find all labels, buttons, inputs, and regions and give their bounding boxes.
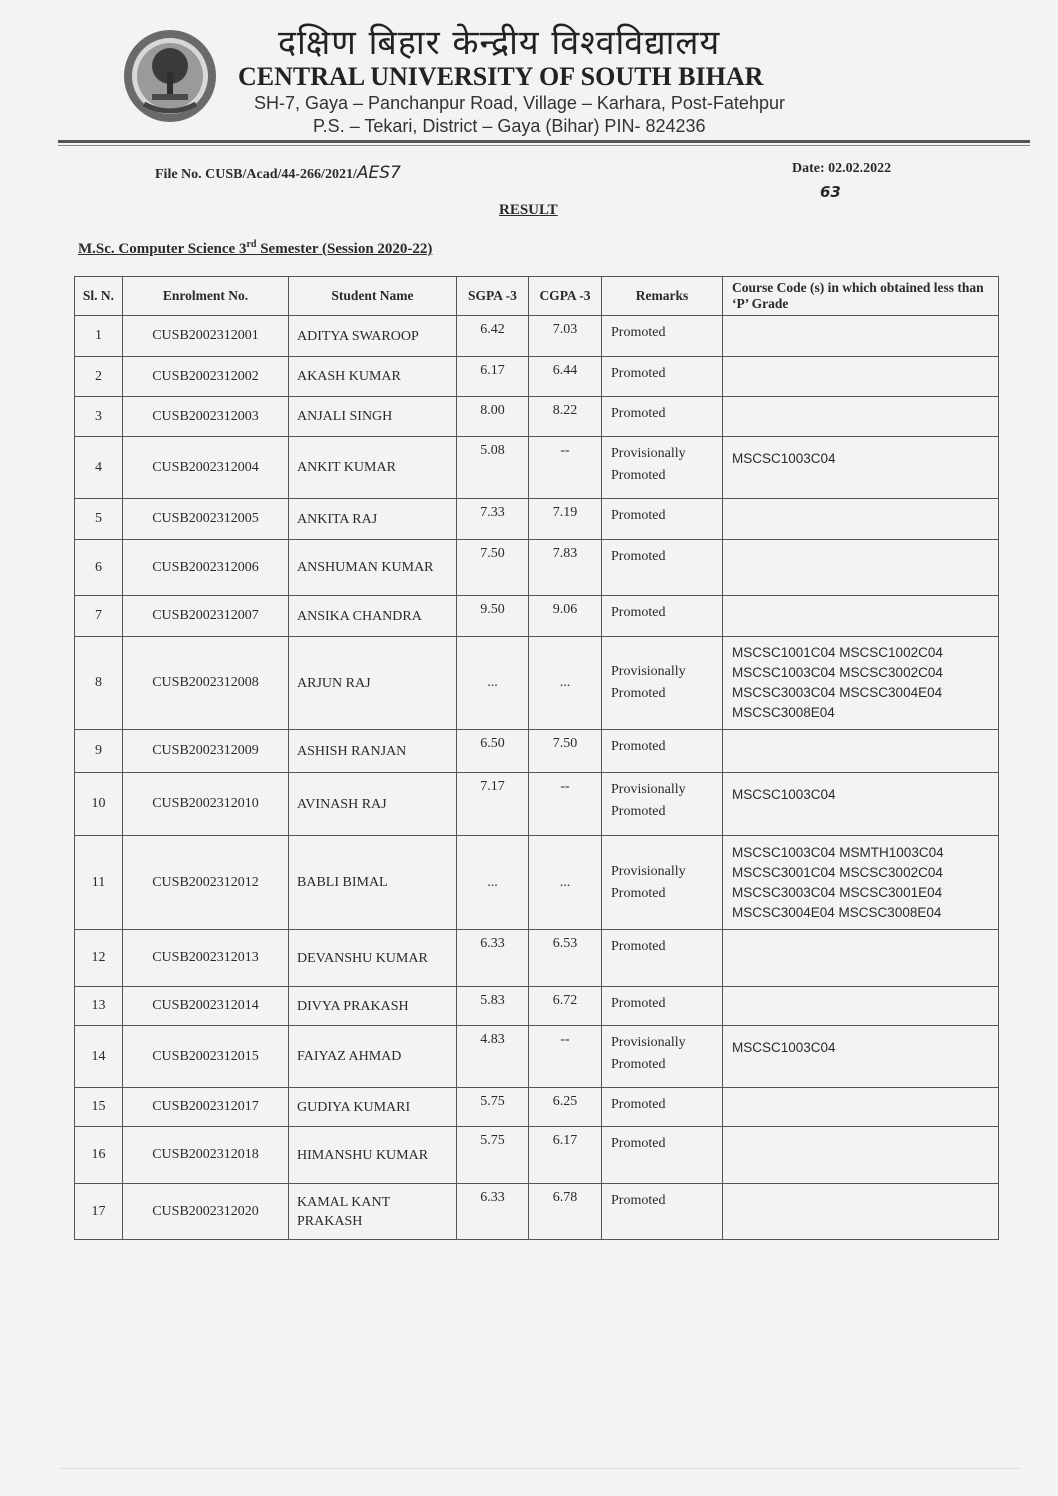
table-row (75, 357, 999, 397)
sgpa-cell: ... (457, 637, 529, 730)
course-codes-cell (723, 987, 999, 1026)
enrolment-cell: CUSB2002312007 (123, 596, 289, 637)
remarks-line: Provisionally (611, 782, 686, 797)
table-row (75, 773, 999, 836)
cgpa-cell: 9.06 (529, 596, 602, 637)
sl-cell: 10 (75, 773, 123, 836)
remarks-cell: Promoted (602, 316, 723, 357)
remarks-line: Provisionally (611, 1035, 686, 1050)
course-code-line: MSCSC3003C04 MSCSC3001E04 (732, 884, 943, 900)
course-codes-cell (723, 1127, 999, 1184)
remarks-cell: Promoted (602, 1127, 723, 1184)
course-codes-cell (723, 1184, 999, 1240)
remarks-cell: Promoted (602, 930, 723, 987)
sl-cell: 5 (75, 499, 123, 540)
table-row (75, 930, 999, 987)
sgpa-cell: ... (457, 836, 529, 930)
cgpa-cell: 7.19 (529, 499, 602, 540)
table-row (75, 1184, 999, 1240)
enrolment-cell: CUSB2002312013 (123, 930, 289, 987)
cgpa-cell: -- (529, 773, 602, 836)
enrolment-cell: CUSB2002312004 (123, 437, 289, 499)
remarks-cell: Promoted (602, 540, 723, 596)
remarks-line: Promoted (611, 1057, 666, 1072)
col-header-sl: Sl. N. (75, 277, 123, 316)
sgpa-cell: 6.33 (457, 930, 529, 987)
sgpa-cell: 4.83 (457, 1026, 529, 1088)
cgpa-cell: 8.22 (529, 397, 602, 437)
student-name-cell: ANSIKA CHANDRA (289, 596, 457, 637)
col-header-remarks: Remarks (602, 277, 723, 316)
table-row (75, 730, 999, 773)
cgpa-cell: 6.53 (529, 930, 602, 987)
university-name-english: CENTRAL UNIVERSITY OF SOUTH BIHAR (238, 62, 764, 91)
remarks-cell: Promoted (602, 499, 723, 540)
course-codes-cell (723, 397, 999, 437)
remarks-cell (602, 773, 723, 836)
course-codes-cell: MSCSC1003C04 (723, 437, 999, 499)
sl-cell: 13 (75, 987, 123, 1026)
enrolment-cell: CUSB2002312001 (123, 316, 289, 357)
table-row (75, 836, 999, 930)
course-codes-cell (723, 316, 999, 357)
remarks-cell: Promoted (602, 397, 723, 437)
result-table (74, 276, 999, 1240)
cgpa-cell: 6.17 (529, 1127, 602, 1184)
table-row (75, 1026, 999, 1088)
course-code-line: MSCSC3003C04 MSCSC3004E04 (732, 685, 943, 700)
heading-text-rest: Semester (Session 2020-22) (256, 241, 433, 257)
sgpa-cell: 5.83 (457, 987, 529, 1026)
table-row (75, 637, 999, 730)
header-rule-thin (58, 145, 1030, 146)
enrolment-cell: CUSB2002312015 (123, 1026, 289, 1088)
sgpa-cell: 7.17 (457, 773, 529, 836)
course-codes-cell (723, 930, 999, 987)
result-title: RESULT (499, 202, 558, 218)
student-name-cell: DIVYA PRAKASH (289, 987, 457, 1026)
course-code-line: MSCSC3008E04 (732, 705, 835, 720)
sgpa-cell: 5.08 (457, 437, 529, 499)
cgpa-cell: 6.44 (529, 357, 602, 397)
sgpa-cell: 8.00 (457, 397, 529, 437)
course-code-line: MSCSC3004E04 MSCSC3008E04 (732, 904, 942, 920)
remarks-cell: Promoted (602, 1184, 723, 1240)
remarks-cell: Promoted (602, 596, 723, 637)
result-table-body (75, 316, 999, 1240)
sl-cell: 12 (75, 930, 123, 987)
course-codes-cell (723, 637, 999, 730)
table-row (75, 316, 999, 357)
file-number (155, 163, 401, 183)
sl-cell: 6 (75, 540, 123, 596)
sl-cell: 9 (75, 730, 123, 773)
remarks-cell: Promoted (602, 987, 723, 1026)
programme-heading (78, 239, 432, 258)
sl-cell: 16 (75, 1127, 123, 1184)
university-logo-icon (122, 28, 218, 124)
cgpa-cell: 7.50 (529, 730, 602, 773)
cgpa-cell: 6.72 (529, 987, 602, 1026)
sgpa-cell: 6.50 (457, 730, 529, 773)
sl-cell: 3 (75, 397, 123, 437)
cgpa-cell: 7.03 (529, 316, 602, 357)
enrolment-cell: CUSB2002312014 (123, 987, 289, 1026)
university-name-hindi: दक्षिण बिहार केन्द्रीय विश्वविद्यालय (278, 23, 721, 63)
file-number-printed: File No. CUSB/Acad/44-266/2021/ (155, 167, 357, 182)
table-header-row (75, 277, 999, 316)
course-codes-cell (723, 836, 999, 930)
remarks-cell: Promoted (602, 1088, 723, 1127)
remarks-cell (602, 1026, 723, 1088)
student-name-cell: AKASH KUMAR (289, 357, 457, 397)
sl-cell: 14 (75, 1026, 123, 1088)
student-name-cell: DEVANSHU KUMAR (289, 930, 457, 987)
enrolment-cell: CUSB2002312010 (123, 773, 289, 836)
course-codes-cell: MSCSC1003C04 (723, 1026, 999, 1088)
enrolment-cell: CUSB2002312017 (123, 1088, 289, 1127)
cgpa-cell: -- (529, 1026, 602, 1088)
course-codes-cell: MSCSC1003C04 (723, 773, 999, 836)
table-row (75, 1088, 999, 1127)
student-name-cell: KAMAL KANT PRAKASH (289, 1184, 457, 1240)
student-name-cell: FAIYAZ AHMAD (289, 1026, 457, 1088)
student-name-cell: ANSHUMAN KUMAR (289, 540, 457, 596)
address-line-1: SH-7, Gaya – Panchanpur Road, Village – Karhara, Post-Fatehpur (254, 93, 785, 113)
header-rule (58, 140, 1030, 143)
course-codes-cell (723, 730, 999, 773)
course-code-line: MSCSC1003C04 MSMTH1003C04 (732, 844, 944, 860)
remarks-line: Promoted (611, 885, 666, 901)
enrolment-cell: CUSB2002312008 (123, 637, 289, 730)
sgpa-cell: 6.42 (457, 316, 529, 357)
enrolment-cell: CUSB2002312012 (123, 836, 289, 930)
remarks-cell: Promoted (602, 357, 723, 397)
col-header-cgpa: CGPA -3 (529, 277, 602, 316)
remarks-line: Promoted (611, 468, 666, 483)
student-name-cell: ASHISH RANJAN (289, 730, 457, 773)
student-name-cell: GUDIYA KUMARI (289, 1088, 457, 1127)
heading-text: M.Sc. Computer Science 3 (78, 241, 247, 257)
cgpa-cell: ... (529, 637, 602, 730)
sl-cell: 2 (75, 357, 123, 397)
remarks-line: Promoted (611, 804, 666, 819)
student-name-cell: HIMANSHU KUMAR (289, 1127, 457, 1184)
course-code-line: MSCSC1003C04 MSCSC3002C04 (732, 665, 943, 680)
col-header-sgpa: SGPA -3 (457, 277, 529, 316)
remarks-cell (602, 437, 723, 499)
remarks-line: Provisionally (611, 664, 686, 679)
document-date: Date: 02.02.2022 (792, 161, 892, 176)
remarks-cell: Promoted (602, 730, 723, 773)
student-name-cell: ARJUN RAJ (289, 637, 457, 730)
enrolment-cell: CUSB2002312005 (123, 499, 289, 540)
remarks-line: Promoted (611, 686, 666, 701)
sgpa-cell: 5.75 (457, 1127, 529, 1184)
sgpa-cell: 5.75 (457, 1088, 529, 1127)
cgpa-cell: 6.78 (529, 1184, 602, 1240)
student-name-cell: ANKITA RAJ (289, 499, 457, 540)
sgpa-cell: 7.50 (457, 540, 529, 596)
sl-cell: 1 (75, 316, 123, 357)
footer-rule (60, 1468, 1020, 1469)
enrolment-cell: CUSB2002312009 (123, 730, 289, 773)
table-row (75, 1127, 999, 1184)
remarks-cell (602, 637, 723, 730)
date-handwritten-note: 63 (820, 183, 841, 201)
remarks-line: Provisionally (611, 446, 686, 461)
course-code-line: MSCSC3001C04 MSCSC3002C04 (732, 864, 943, 880)
table-row (75, 499, 999, 540)
enrolment-cell: CUSB2002312003 (123, 397, 289, 437)
sgpa-cell: 7.33 (457, 499, 529, 540)
sl-cell: 7 (75, 596, 123, 637)
course-codes-cell (723, 1088, 999, 1127)
course-codes-cell (723, 540, 999, 596)
heading-superscript: rd (246, 239, 257, 250)
course-code-line: MSCSC1001C04 MSCSC1002C04 (732, 645, 943, 660)
student-name-cell: ANKIT KUMAR (289, 437, 457, 499)
cgpa-cell: 7.83 (529, 540, 602, 596)
cgpa-cell: ... (529, 836, 602, 930)
address-line-2: P.S. – Tekari, District – Gaya (Bihar) PIN- 824236 (313, 116, 706, 136)
enrolment-cell: CUSB2002312002 (123, 357, 289, 397)
table-row (75, 596, 999, 637)
student-name-cell: ANJALI SINGH (289, 397, 457, 437)
col-header-enrolment: Enrolment No. (123, 277, 289, 316)
sl-cell: 15 (75, 1088, 123, 1127)
enrolment-cell: CUSB2002312018 (123, 1127, 289, 1184)
col-header-course-codes: Course Code (s) in which obtained less than ‘P’ Grade (723, 277, 999, 316)
sgpa-cell: 6.17 (457, 357, 529, 397)
sgpa-cell: 6.33 (457, 1184, 529, 1240)
course-codes-cell (723, 596, 999, 637)
course-codes-cell (723, 499, 999, 540)
table-row (75, 987, 999, 1026)
sgpa-cell: 9.50 (457, 596, 529, 637)
sl-cell: 11 (75, 836, 123, 930)
file-number-handwritten: AES7 (356, 163, 401, 183)
course-codes-cell (723, 357, 999, 397)
table-row (75, 437, 999, 499)
cgpa-cell: 6.25 (529, 1088, 602, 1127)
enrolment-cell: CUSB2002312020 (123, 1184, 289, 1240)
remarks-line: Provisionally (611, 863, 686, 879)
sl-cell: 4 (75, 437, 123, 499)
table-row (75, 540, 999, 596)
student-name-cell: ADITYA SWAROOP (289, 316, 457, 357)
col-header-name: Student Name (289, 277, 457, 316)
table-row (75, 397, 999, 437)
enrolment-cell: CUSB2002312006 (123, 540, 289, 596)
student-name-cell: BABLI BIMAL (289, 836, 457, 930)
cgpa-cell: -- (529, 437, 602, 499)
sl-cell: 17 (75, 1184, 123, 1240)
remarks-cell (602, 836, 723, 930)
sl-cell: 8 (75, 637, 123, 730)
student-name-cell: AVINASH RAJ (289, 773, 457, 836)
